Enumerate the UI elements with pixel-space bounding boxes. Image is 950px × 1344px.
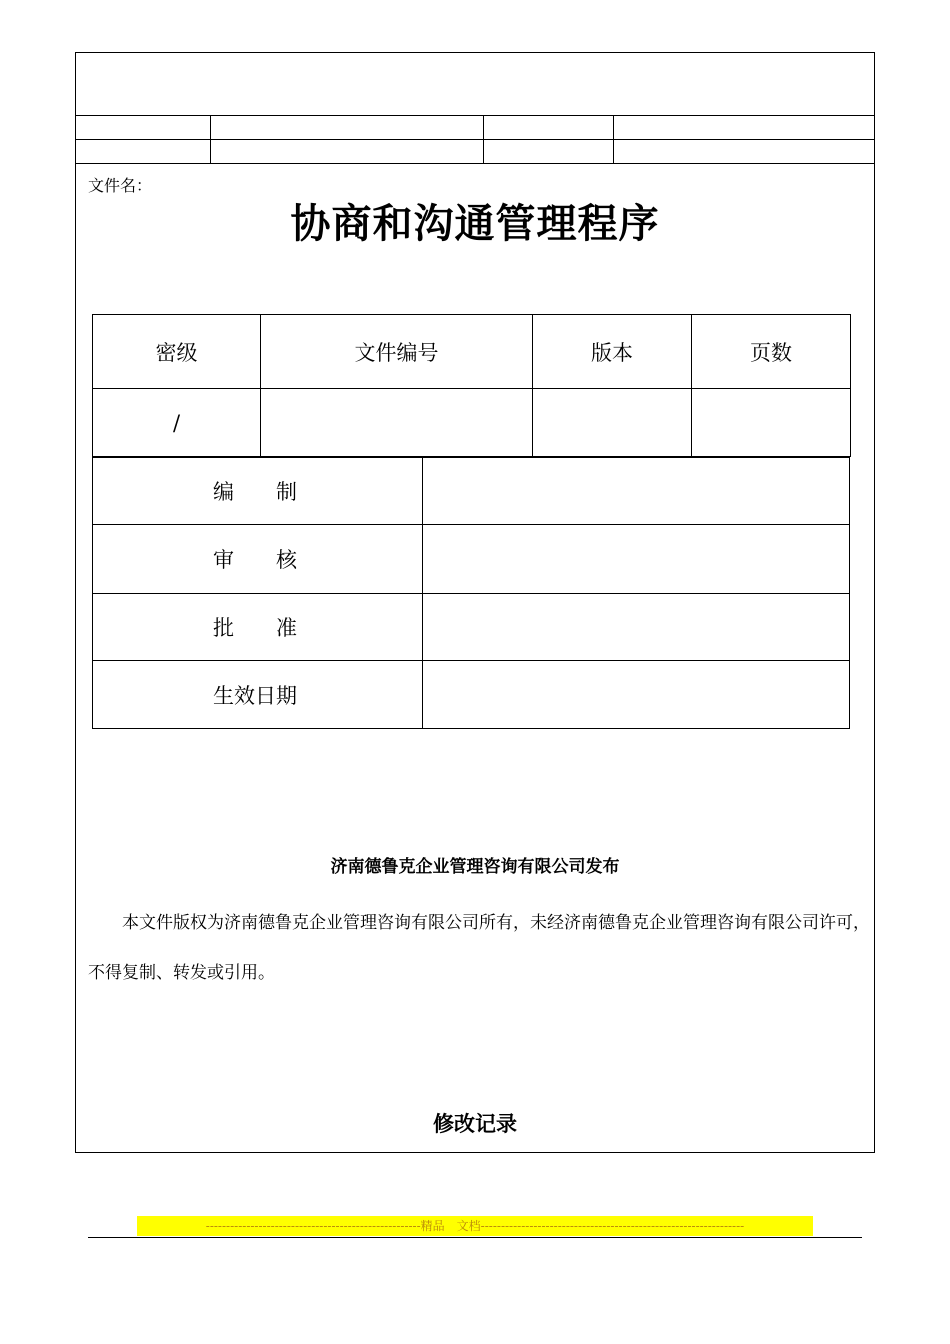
sign-label-prepared: 编 制 — [93, 458, 423, 525]
publisher-line: 济南德鲁克企业管理咨询有限公司发布 — [330, 857, 620, 877]
document-title: 协商和沟通管理程序 — [290, 200, 660, 247]
sign-label-effective-date: 生效日期 — [93, 661, 423, 729]
value-cell-pages — [692, 389, 851, 457]
sign-value-reviewed — [423, 525, 850, 594]
sign-value-effective-date — [423, 661, 850, 729]
copyright-notice: 本文件版权为济南德鲁克企业管理咨询有限公司所有，未经济南德鲁克企业管理咨询有限公司许可，不得复制、转发或引用。 — [88, 913, 870, 983]
header-divider-3 — [613, 115, 614, 163]
header-divider-2 — [483, 115, 484, 163]
value-cell-doc-number — [261, 389, 533, 457]
header-cell-version: 版本 — [533, 315, 692, 389]
header-divider-1 — [210, 115, 211, 163]
header-cell-pages: 页数 — [692, 315, 851, 389]
sign-label-approved: 批 准 — [93, 594, 423, 661]
approval-table — [92, 457, 850, 729]
revision-record-heading: 修改记录 — [433, 1111, 517, 1136]
value-cell-classification: / — [93, 389, 261, 457]
header-rule-2 — [75, 139, 874, 140]
document-info-table — [92, 314, 851, 457]
header-cell-doc-number: 文件编号 — [261, 315, 533, 389]
header-cell-classification: 密级 — [93, 315, 261, 389]
footer-rule — [88, 1237, 862, 1238]
sign-value-prepared — [423, 458, 850, 525]
sign-value-approved — [423, 594, 850, 661]
file-name-label: 文件名： — [88, 176, 153, 195]
value-cell-version — [533, 389, 692, 457]
header-rule-1 — [75, 115, 874, 116]
sign-label-reviewed: 审 核 — [93, 525, 423, 594]
header-rule-3 — [75, 163, 874, 164]
footer-highlight: -----------------------------------------------------精品 文档----------------------------------------------------------------- — [137, 1216, 813, 1236]
